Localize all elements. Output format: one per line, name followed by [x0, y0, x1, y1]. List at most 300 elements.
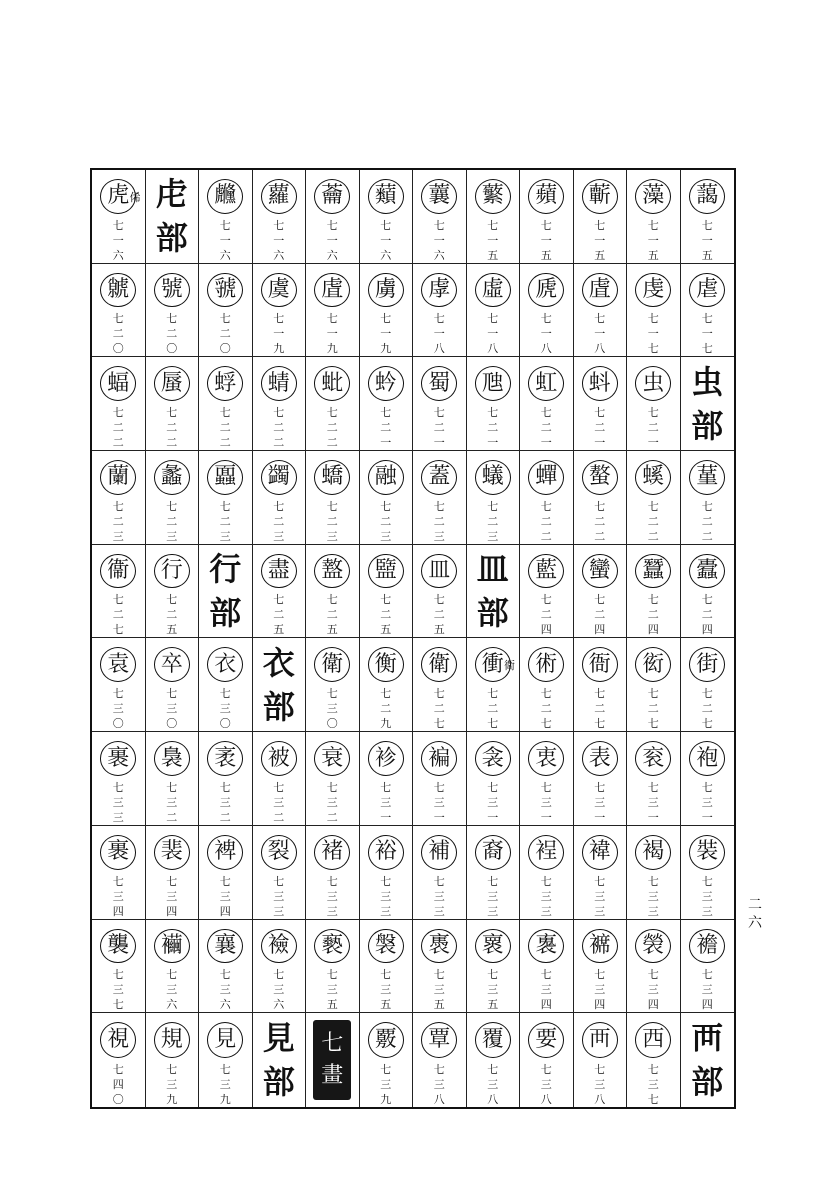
entry-character: 衛: [314, 647, 350, 682]
entry-number: [327, 311, 338, 356]
entry-number-glyph: 三: [701, 983, 713, 997]
entry-number-glyph: 二: [326, 421, 338, 435]
entry-character: 蜃: [154, 366, 190, 401]
entry-number-glyph: 七: [112, 968, 124, 982]
entry-number: [220, 311, 231, 356]
entry-number-glyph: 七: [701, 593, 713, 607]
entry-number-glyph: 七: [594, 874, 606, 888]
entry-number-glyph: 八: [433, 342, 445, 356]
index-entry: [627, 638, 681, 732]
entry-number-glyph: 七: [273, 593, 285, 607]
index-entry: [520, 545, 574, 639]
entry-number: [380, 967, 391, 1012]
index-entry: [574, 170, 628, 264]
index-entry: [627, 264, 681, 358]
index-entry: [253, 357, 307, 451]
entry-number-glyph: 七: [112, 406, 124, 420]
entry-number-glyph: 八: [487, 1092, 499, 1106]
radical-heading-glyph: 虫: [691, 362, 724, 401]
entry-number-glyph: 三: [433, 904, 445, 918]
index-entry: [146, 638, 200, 732]
entry-number-glyph: 七: [326, 874, 338, 888]
entry-number: [702, 592, 713, 637]
entry-character: 袗: [368, 741, 404, 776]
entry-number: [702, 499, 713, 544]
entry-number-glyph: 五: [433, 623, 445, 637]
entry-number-glyph: 三: [219, 529, 231, 543]
entry-number: [380, 311, 391, 356]
entry-number: [113, 780, 124, 825]
entry-number: [487, 686, 498, 731]
entry-character: 襺: [154, 929, 190, 964]
entry-number-glyph: 三: [487, 795, 499, 809]
entry-number-glyph: 七: [112, 687, 124, 701]
entry-number-glyph: 七: [701, 342, 713, 356]
index-entry: [681, 545, 735, 639]
entry-number-glyph: 三: [380, 795, 392, 809]
entry-number-glyph: 七: [380, 687, 392, 701]
radical-heading-glyph: 部: [262, 1063, 295, 1102]
entry-number-glyph: 三: [380, 889, 392, 903]
entry-number-glyph: 三: [112, 702, 124, 716]
index-entry: [413, 545, 467, 639]
radical-heading-glyph: 衣: [262, 643, 295, 682]
entry-character: 虢: [207, 273, 243, 308]
entry-character: 螯: [582, 460, 618, 495]
entry-character: 襾: [582, 1022, 618, 1058]
entry-number: [434, 874, 445, 919]
entry-number-glyph: 二: [112, 327, 124, 341]
entry-number-glyph: 三: [112, 529, 124, 543]
entry-number: [648, 592, 659, 637]
entry-number-glyph: 〇: [219, 342, 231, 356]
entry-character: 被: [261, 741, 297, 776]
entry-number-glyph: 三: [594, 795, 606, 809]
entry-number: [594, 499, 605, 544]
index-entry: [467, 357, 521, 451]
entry-number: [594, 1062, 605, 1107]
index-entry: [199, 170, 253, 264]
entry-number: [541, 499, 552, 544]
entry-number-glyph: 七: [487, 312, 499, 326]
entry-number: [113, 874, 124, 919]
entry-number-glyph: 七: [594, 406, 606, 420]
entry-number: [220, 499, 231, 544]
entry-character: 裊: [154, 741, 190, 776]
entry-number: [702, 780, 713, 825]
entry-number-glyph: 四: [540, 623, 552, 637]
entry-character: 衛: [421, 647, 457, 682]
entry-number-glyph: 七: [326, 312, 338, 326]
entry-number: [220, 686, 231, 731]
entry-character: 蟜: [314, 460, 350, 495]
entry-number: [594, 592, 605, 637]
entry-number: [541, 967, 552, 1012]
index-entry: [413, 1013, 467, 1107]
entry-number-glyph: 八: [594, 342, 606, 356]
entry-character: 視: [100, 1022, 136, 1058]
entry-number-glyph: 二: [540, 514, 552, 528]
entry-number-glyph: 二: [380, 702, 392, 716]
entry-number-glyph: 七: [701, 312, 713, 326]
index-entry: [146, 451, 200, 545]
entry-number: [648, 874, 659, 919]
entry-note: 俙: [129, 191, 141, 204]
entry-number-glyph: 二: [487, 421, 499, 435]
entry-number-glyph: 八: [433, 1092, 445, 1106]
entry-number-glyph: 七: [219, 218, 231, 232]
index-entry: [199, 264, 253, 358]
entry-number: [166, 780, 177, 825]
stroke-count-label-glyph: 畫: [321, 1063, 344, 1089]
entry-number: [113, 405, 124, 450]
entry-character: 虹: [528, 366, 564, 401]
index-entry: [253, 545, 307, 639]
index-entry: [413, 170, 467, 264]
entry-character: 衮: [635, 741, 671, 776]
index-entry: [306, 357, 360, 451]
index-entry: [253, 170, 307, 264]
entry-number-glyph: 三: [594, 1077, 606, 1091]
entry-number-glyph: 七: [647, 1092, 659, 1106]
entry-character: 虒: [528, 273, 564, 308]
stroke-count-label: [313, 1020, 351, 1100]
entry-number-glyph: 三: [594, 889, 606, 903]
entry-number-glyph: 二: [647, 702, 659, 716]
entry-number-glyph: 二: [540, 608, 552, 622]
entry-character: 卒: [154, 647, 190, 682]
entry-character: 虘: [582, 273, 618, 308]
entry-number-glyph: 七: [166, 968, 178, 982]
entry-number: [273, 874, 284, 919]
entry-number-glyph: 三: [487, 983, 499, 997]
entry-character: 盡: [261, 554, 297, 589]
entry-number: [113, 218, 124, 263]
entry-number-glyph: 七: [112, 499, 124, 513]
index-entry: [92, 920, 146, 1014]
entry-character: 褊: [421, 741, 457, 776]
entry-number: [541, 1062, 552, 1107]
entry-number-glyph: 二: [594, 608, 606, 622]
index-entry: [92, 357, 146, 451]
entry-number-glyph: 三: [540, 1077, 552, 1091]
index-entry: [146, 732, 200, 826]
entry-number-glyph: 九: [380, 1092, 392, 1106]
entry-number: [434, 405, 445, 450]
entry-number: [648, 311, 659, 356]
entry-number-glyph: 一: [647, 436, 659, 450]
radical-heading-glyph: 部: [476, 594, 509, 633]
index-entry: [199, 732, 253, 826]
entry-number-glyph: 三: [219, 702, 231, 716]
entry-number-glyph: 一: [540, 436, 552, 450]
entry-character: 西: [635, 1022, 671, 1058]
entry-character: 蚍: [314, 366, 350, 401]
entry-number-glyph: 〇: [219, 717, 231, 731]
entry-character: 虪: [207, 179, 243, 214]
entry-number: [113, 1062, 124, 1107]
index-entry: [253, 732, 307, 826]
entry-number: [648, 780, 659, 825]
entry-number-glyph: 一: [380, 436, 392, 450]
entry-number-glyph: 二: [273, 514, 285, 528]
entry-character: 裹: [100, 741, 136, 776]
entry-number: [113, 967, 124, 1012]
index-entry: [520, 264, 574, 358]
index-entry: [574, 545, 628, 639]
entry-number-glyph: 七: [326, 780, 338, 794]
entry-character: 虜: [368, 273, 404, 308]
entry-number-glyph: 七: [487, 687, 499, 701]
entry-number-glyph: 七: [112, 623, 124, 637]
entry-number-glyph: 七: [647, 593, 659, 607]
entry-character: 褢: [528, 929, 564, 964]
entry-number-glyph: 三: [487, 529, 499, 543]
entry-number: [220, 1062, 231, 1107]
entry-number-glyph: 一: [701, 327, 713, 341]
entry-number-glyph: 七: [380, 218, 392, 232]
entry-character: 蓳: [689, 460, 725, 495]
entry-number-glyph: 七: [701, 687, 713, 701]
entry-number: [166, 405, 177, 450]
entry-number-glyph: 二: [487, 514, 499, 528]
entry-number-glyph: 七: [487, 218, 499, 232]
entry-number-glyph: 四: [112, 904, 124, 918]
entry-number: [327, 686, 338, 731]
index-entry: [92, 545, 146, 639]
entry-number-glyph: 一: [433, 810, 445, 824]
entry-number: [702, 686, 713, 731]
index-entry: [146, 1013, 200, 1107]
entry-character: 螇: [635, 460, 671, 495]
entry-character: 蘄: [582, 179, 618, 214]
entry-number: [220, 218, 231, 263]
entry-number: [434, 499, 445, 544]
index-entry: [467, 920, 521, 1014]
entry-number: [434, 311, 445, 356]
entry-number-glyph: 七: [487, 717, 499, 731]
entry-number-glyph: 七: [112, 312, 124, 326]
radical-heading: [467, 545, 521, 639]
entry-number: [594, 218, 605, 263]
entry-character: 蘥: [314, 179, 350, 214]
entry-character: 褚: [314, 835, 350, 870]
entry-number-glyph: 一: [594, 810, 606, 824]
entry-character: 蠻: [582, 554, 618, 589]
entry-number-glyph: 一: [380, 233, 392, 247]
entry-number-glyph: 二: [380, 421, 392, 435]
entry-number-glyph: 一: [487, 233, 499, 247]
entry-number-glyph: 三: [540, 983, 552, 997]
entry-number-glyph: 七: [219, 780, 231, 794]
index-entry: [360, 264, 414, 358]
index-entry: [627, 170, 681, 264]
entry-character: 衝: [475, 647, 511, 682]
index-entry: [92, 451, 146, 545]
entry-number: [220, 780, 231, 825]
entry-number-glyph: 六: [166, 998, 178, 1012]
entry-number: [487, 499, 498, 544]
index-entry: [467, 264, 521, 358]
entry-number: [648, 686, 659, 731]
entry-character: 虎: [100, 179, 136, 214]
entry-character: 裴: [154, 835, 190, 870]
entry-number-glyph: 七: [540, 780, 552, 794]
entry-number: [487, 967, 498, 1012]
entry-character: 蜻: [261, 366, 297, 401]
radical-heading: [253, 638, 307, 732]
entry-number-glyph: 五: [166, 623, 178, 637]
index-entry: [520, 638, 574, 732]
entry-character: 蠠: [207, 460, 243, 495]
radical-heading-glyph: 見: [262, 1019, 295, 1058]
entry-character: 表: [582, 741, 618, 776]
index-entry: [520, 170, 574, 264]
entry-number: [487, 780, 498, 825]
entry-number: [166, 967, 177, 1012]
index-entry: [306, 545, 360, 639]
entry-number-glyph: 九: [166, 1092, 178, 1106]
entry-character: 裎: [528, 835, 564, 870]
index-entry: [520, 451, 574, 545]
entry-number-glyph: 〇: [112, 717, 124, 731]
entry-number: [273, 218, 284, 263]
entry-number-glyph: 二: [166, 421, 178, 435]
entry-number-glyph: 七: [112, 1062, 124, 1076]
entry-character: 蟻: [475, 460, 511, 495]
entry-number-glyph: 一: [273, 233, 285, 247]
entry-number: [487, 218, 498, 263]
entry-number-glyph: 七: [112, 218, 124, 232]
entry-number-glyph: 七: [433, 499, 445, 513]
entry-number-glyph: 七: [433, 968, 445, 982]
entry-number: [594, 405, 605, 450]
index-entry: [681, 638, 735, 732]
entry-character: 蘿: [261, 179, 297, 214]
entry-number-glyph: 一: [433, 233, 445, 247]
entry-character: 裂: [261, 835, 297, 870]
entry-number: [380, 686, 391, 731]
entry-number-glyph: 七: [380, 1062, 392, 1076]
entry-number-glyph: 七: [380, 312, 392, 326]
entry-number-glyph: 七: [433, 593, 445, 607]
entry-number: [594, 874, 605, 919]
entry-number-glyph: 七: [166, 499, 178, 513]
entry-character: 衡: [368, 647, 404, 682]
entry-number: [380, 499, 391, 544]
entry-number-glyph: 三: [112, 810, 124, 824]
entry-character: 褮: [635, 929, 671, 964]
entry-number-glyph: 八: [540, 342, 552, 356]
index-entry: [467, 170, 521, 264]
index-entry: [467, 1013, 521, 1107]
index-entry: [627, 1013, 681, 1107]
entry-number-glyph: 七: [273, 406, 285, 420]
index-entry: [306, 264, 360, 358]
entry-number-glyph: 七: [166, 312, 178, 326]
entry-number: [702, 874, 713, 919]
entry-number: [166, 686, 177, 731]
entry-number-glyph: 一: [540, 233, 552, 247]
entry-number-glyph: 七: [540, 687, 552, 701]
entry-number-glyph: 三: [166, 795, 178, 809]
index-entry: [413, 638, 467, 732]
entry-number-glyph: 三: [273, 795, 285, 809]
entry-number-glyph: 七: [594, 968, 606, 982]
entry-number-glyph: 七: [166, 874, 178, 888]
entry-character: 蠲: [261, 460, 297, 495]
entry-character: 虞: [261, 273, 297, 308]
entry-character: 行: [154, 554, 190, 589]
entry-number: [541, 405, 552, 450]
entry-number-glyph: 二: [380, 514, 392, 528]
entry-number: [648, 405, 659, 450]
index-entry: [360, 170, 414, 264]
entry-character: 褻: [314, 929, 350, 964]
stroke-count-label-glyph: 七: [321, 1031, 344, 1057]
entry-number: [273, 592, 284, 637]
entry-number-glyph: 七: [540, 218, 552, 232]
index-entry: [199, 1013, 253, 1107]
entry-character: 覃: [421, 1022, 457, 1058]
entry-number-glyph: 一: [433, 436, 445, 450]
entry-number-glyph: 〇: [112, 342, 124, 356]
radical-heading: [146, 170, 200, 264]
index-entry: [681, 732, 735, 826]
entry-number-glyph: 五: [433, 998, 445, 1012]
entry-number-glyph: 九: [219, 1092, 231, 1106]
index-entry: [146, 357, 200, 451]
entry-number-glyph: 三: [647, 889, 659, 903]
entry-number-glyph: 七: [647, 968, 659, 982]
entry-number: [273, 499, 284, 544]
entry-number-glyph: 六: [273, 998, 285, 1012]
entry-number: [273, 967, 284, 1012]
entry-number-glyph: 八: [540, 1092, 552, 1106]
entry-number-glyph: 三: [540, 904, 552, 918]
entry-character: 蠡: [154, 460, 190, 495]
radical-heading-glyph: 部: [209, 594, 242, 633]
index-entry: [92, 1013, 146, 1107]
character-index-table: [90, 168, 736, 1109]
index-entry: [627, 357, 681, 451]
entry-character: 皿: [421, 554, 457, 589]
entry-number-glyph: 七: [433, 717, 445, 731]
entry-character: 裹: [100, 835, 136, 870]
entry-number-glyph: 三: [326, 795, 338, 809]
index-entry: [360, 638, 414, 732]
entry-number-glyph: 〇: [326, 717, 338, 731]
index-entry: [574, 357, 628, 451]
entry-number-glyph: 四: [219, 904, 231, 918]
entry-number-glyph: 七: [380, 874, 392, 888]
entry-number-glyph: 一: [487, 327, 499, 341]
entry-number-glyph: 七: [326, 218, 338, 232]
index-entry: [146, 920, 200, 1014]
entry-number: [113, 499, 124, 544]
entry-number-glyph: 一: [380, 327, 392, 341]
entry-number-glyph: 七: [380, 499, 392, 513]
entry-character: 虐: [689, 273, 725, 308]
entry-number-glyph: 二: [273, 421, 285, 435]
entry-number-glyph: 二: [219, 514, 231, 528]
index-entry: [360, 1013, 414, 1107]
entry-number-glyph: 二: [701, 529, 713, 543]
entry-number-glyph: 三: [326, 702, 338, 716]
entry-number-glyph: 三: [433, 1077, 445, 1091]
entry-number: [541, 218, 552, 263]
entry-number-glyph: 二: [540, 529, 552, 543]
